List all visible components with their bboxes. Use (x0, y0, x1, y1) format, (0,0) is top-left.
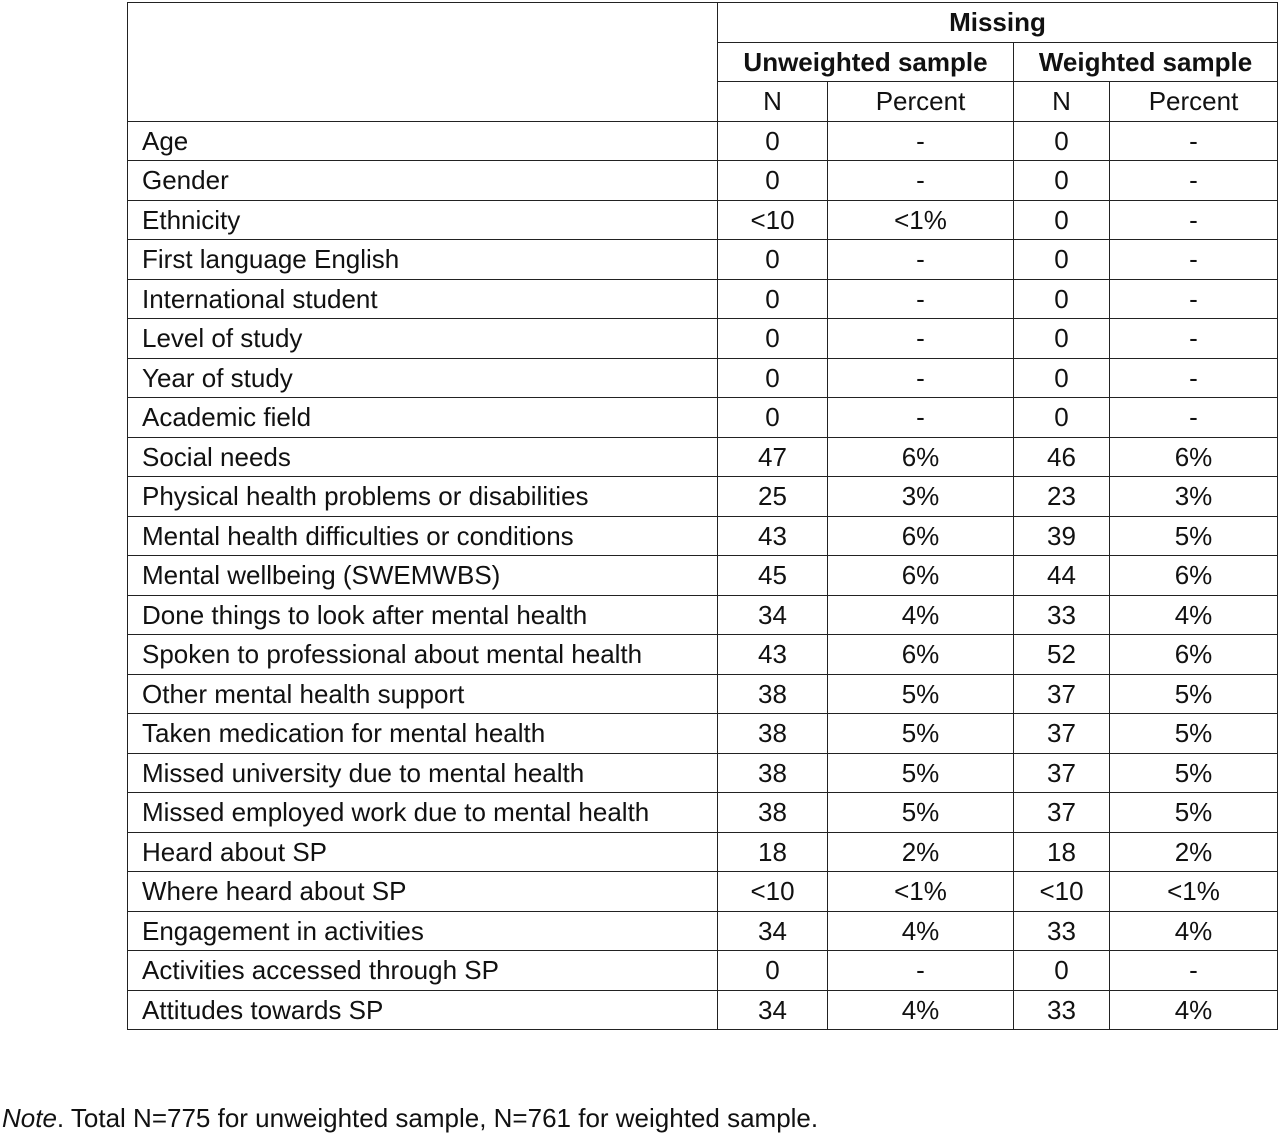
unweighted-percent-cell: 4% (828, 990, 1014, 1030)
row-label: Missed university due to mental health (128, 753, 718, 793)
note-text: . Total N=775 for unweighted sample, N=761 for weighted sample. (56, 1103, 819, 1133)
row-label: Attitudes towards SP (128, 990, 718, 1030)
table-row (128, 121, 1278, 161)
weighted-percent-cell: - (1110, 319, 1278, 359)
weighted-n-cell: 44 (1014, 556, 1110, 596)
table-row (128, 832, 1278, 872)
weighted-n-cell: 0 (1014, 121, 1110, 161)
unweighted-n-cell: 34 (718, 911, 828, 951)
table-row (128, 674, 1278, 714)
table-row (128, 279, 1278, 319)
unweighted-n-cell: 38 (718, 674, 828, 714)
unweighted-percent-cell: <1% (828, 200, 1014, 240)
header-weighted-n: N (1014, 82, 1110, 122)
unweighted-n-cell: 43 (718, 635, 828, 675)
row-label: Year of study (128, 358, 718, 398)
row-label: Missed employed work due to mental health (128, 793, 718, 833)
unweighted-percent-cell: 3% (828, 477, 1014, 517)
table-row (128, 556, 1278, 596)
note-label: Note (2, 1103, 57, 1133)
unweighted-n-cell: 0 (718, 121, 828, 161)
table-row (128, 398, 1278, 438)
weighted-percent-cell: 6% (1110, 437, 1278, 477)
row-label: Activities accessed through SP (128, 951, 718, 991)
unweighted-percent-cell: 6% (828, 516, 1014, 556)
row-label: International student (128, 279, 718, 319)
table-row (128, 200, 1278, 240)
header-row-missing (128, 3, 1278, 43)
row-label: First language English (128, 240, 718, 280)
weighted-percent-cell: - (1110, 161, 1278, 201)
weighted-n-cell: 0 (1014, 319, 1110, 359)
weighted-n-cell: 52 (1014, 635, 1110, 675)
weighted-percent-cell: 5% (1110, 516, 1278, 556)
row-label: Age (128, 121, 718, 161)
unweighted-n-cell: 38 (718, 714, 828, 754)
row-label: Other mental health support (128, 674, 718, 714)
unweighted-percent-cell: 6% (828, 437, 1014, 477)
unweighted-n-cell: 0 (718, 951, 828, 991)
row-label: Mental health difficulties or conditions (128, 516, 718, 556)
table-body (128, 121, 1278, 1030)
weighted-percent-cell: - (1110, 951, 1278, 991)
weighted-n-cell: 46 (1014, 437, 1110, 477)
unweighted-percent-cell: - (828, 398, 1014, 438)
weighted-percent-cell: 5% (1110, 753, 1278, 793)
row-label: Spoken to professional about mental health (128, 635, 718, 675)
unweighted-percent-cell: - (828, 279, 1014, 319)
unweighted-n-cell: <10 (718, 200, 828, 240)
weighted-n-cell: 37 (1014, 674, 1110, 714)
unweighted-n-cell: 45 (718, 556, 828, 596)
weighted-percent-cell: 5% (1110, 674, 1278, 714)
weighted-n-cell: <10 (1014, 872, 1110, 912)
unweighted-percent-cell: 5% (828, 714, 1014, 754)
unweighted-percent-cell: 5% (828, 793, 1014, 833)
row-label: Physical health problems or disabilities (128, 477, 718, 517)
row-label: Done things to look after mental health (128, 595, 718, 635)
header-blank-cell (128, 3, 718, 122)
unweighted-n-cell: 0 (718, 319, 828, 359)
weighted-percent-cell: 3% (1110, 477, 1278, 517)
weighted-n-cell: 37 (1014, 753, 1110, 793)
weighted-percent-cell: - (1110, 358, 1278, 398)
unweighted-percent-cell: 2% (828, 832, 1014, 872)
unweighted-n-cell: 34 (718, 990, 828, 1030)
row-label: Gender (128, 161, 718, 201)
unweighted-n-cell: 47 (718, 437, 828, 477)
weighted-n-cell: 37 (1014, 714, 1110, 754)
row-label: Social needs (128, 437, 718, 477)
unweighted-percent-cell: 6% (828, 635, 1014, 675)
weighted-percent-cell: - (1110, 200, 1278, 240)
unweighted-n-cell: 0 (718, 279, 828, 319)
weighted-n-cell: 0 (1014, 161, 1110, 201)
unweighted-n-cell: 0 (718, 398, 828, 438)
unweighted-n-cell: 43 (718, 516, 828, 556)
weighted-n-cell: 37 (1014, 793, 1110, 833)
unweighted-percent-cell: 4% (828, 595, 1014, 635)
unweighted-n-cell: 0 (718, 240, 828, 280)
table-row (128, 872, 1278, 912)
missing-data-table (127, 2, 1278, 1030)
weighted-percent-cell: 5% (1110, 793, 1278, 833)
table-row (128, 911, 1278, 951)
unweighted-n-cell: 38 (718, 753, 828, 793)
table-row (128, 161, 1278, 201)
unweighted-percent-cell: - (828, 951, 1014, 991)
unweighted-n-cell: 25 (718, 477, 828, 517)
row-label: Ethnicity (128, 200, 718, 240)
weighted-percent-cell: 6% (1110, 556, 1278, 596)
header-weighted-percent: Percent (1110, 82, 1278, 122)
unweighted-n-cell: 38 (718, 793, 828, 833)
weighted-n-cell: 0 (1014, 398, 1110, 438)
header-unweighted-sample: Unweighted sample (718, 42, 1014, 82)
unweighted-n-cell: 0 (718, 358, 828, 398)
unweighted-n-cell: 18 (718, 832, 828, 872)
header-weighted-sample: Weighted sample (1014, 42, 1278, 82)
unweighted-percent-cell: - (828, 358, 1014, 398)
unweighted-percent-cell: 5% (828, 674, 1014, 714)
weighted-n-cell: 0 (1014, 200, 1110, 240)
weighted-n-cell: 0 (1014, 240, 1110, 280)
row-label: Level of study (128, 319, 718, 359)
unweighted-percent-cell: 6% (828, 556, 1014, 596)
unweighted-percent-cell: - (828, 161, 1014, 201)
weighted-n-cell: 33 (1014, 990, 1110, 1030)
unweighted-n-cell: 34 (718, 595, 828, 635)
table-row (128, 358, 1278, 398)
weighted-percent-cell: 5% (1110, 714, 1278, 754)
unweighted-percent-cell: - (828, 240, 1014, 280)
header-unweighted-n: N (718, 82, 828, 122)
weighted-n-cell: 23 (1014, 477, 1110, 517)
row-label: Where heard about SP (128, 872, 718, 912)
unweighted-n-cell: <10 (718, 872, 828, 912)
header-unweighted-percent: Percent (828, 82, 1014, 122)
table-row (128, 595, 1278, 635)
unweighted-percent-cell: - (828, 121, 1014, 161)
weighted-n-cell: 0 (1014, 358, 1110, 398)
row-label: Academic field (128, 398, 718, 438)
table-row (128, 635, 1278, 675)
weighted-n-cell: 0 (1014, 951, 1110, 991)
weighted-percent-cell: - (1110, 279, 1278, 319)
unweighted-n-cell: 0 (718, 161, 828, 201)
weighted-percent-cell: - (1110, 398, 1278, 438)
table-row (128, 477, 1278, 517)
table-row (128, 319, 1278, 359)
weighted-percent-cell: - (1110, 121, 1278, 161)
missing-data-table-container (127, 2, 1278, 1030)
table-row (128, 951, 1278, 991)
unweighted-percent-cell: 4% (828, 911, 1014, 951)
table-row (128, 793, 1278, 833)
table-row (128, 240, 1278, 280)
weighted-percent-cell: 2% (1110, 832, 1278, 872)
header-missing: Missing (718, 3, 1278, 43)
unweighted-percent-cell: 5% (828, 753, 1014, 793)
unweighted-percent-cell: <1% (828, 872, 1014, 912)
row-label: Taken medication for mental health (128, 714, 718, 754)
table-row (128, 437, 1278, 477)
weighted-percent-cell: 4% (1110, 990, 1278, 1030)
row-label: Engagement in activities (128, 911, 718, 951)
weighted-n-cell: 18 (1014, 832, 1110, 872)
weighted-percent-cell: - (1110, 240, 1278, 280)
weighted-percent-cell: 6% (1110, 635, 1278, 675)
row-label: Heard about SP (128, 832, 718, 872)
table-row (128, 753, 1278, 793)
unweighted-percent-cell: - (828, 319, 1014, 359)
weighted-n-cell: 33 (1014, 595, 1110, 635)
row-label: Mental wellbeing (SWEMWBS) (128, 556, 718, 596)
weighted-percent-cell: 4% (1110, 911, 1278, 951)
table-note (2, 1103, 818, 1134)
table-row (128, 714, 1278, 754)
table-row (128, 516, 1278, 556)
weighted-n-cell: 33 (1014, 911, 1110, 951)
table-row (128, 990, 1278, 1030)
weighted-percent-cell: 4% (1110, 595, 1278, 635)
weighted-n-cell: 0 (1014, 279, 1110, 319)
weighted-n-cell: 39 (1014, 516, 1110, 556)
weighted-percent-cell: <1% (1110, 872, 1278, 912)
